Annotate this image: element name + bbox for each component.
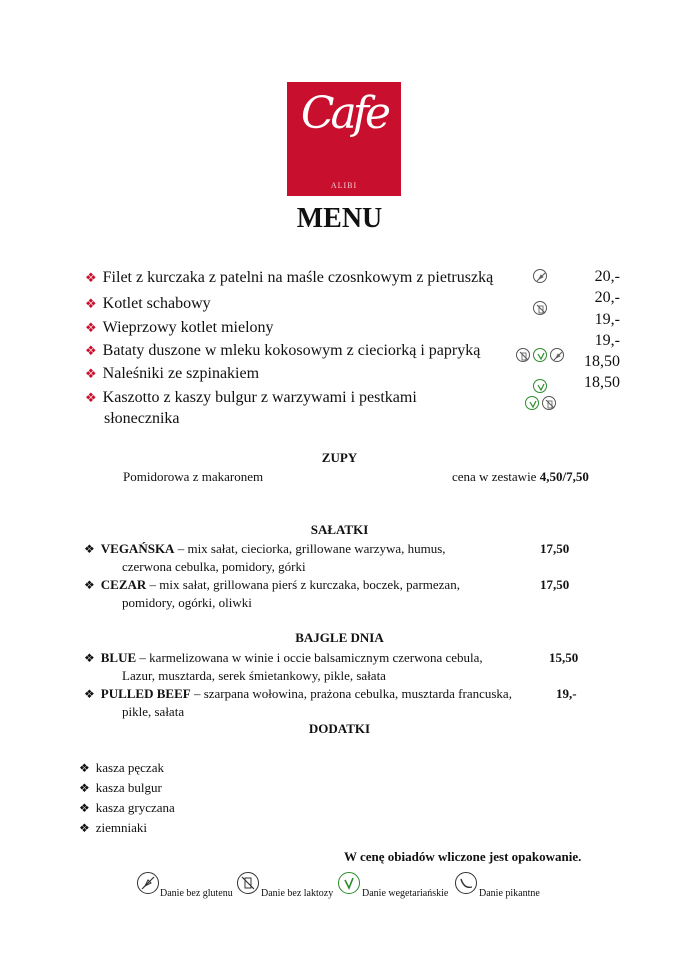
main-item-label-cont: słonecznika — [104, 410, 180, 427]
price: 20,- — [594, 268, 620, 285]
diamond-bullet-icon: ❖ — [85, 296, 97, 311]
section-heading-bagels: BAJGLE DNIA — [295, 630, 384, 645]
salad-item: ❖ CEZAR – mix sałat, grillowana pierś z kurczaka, boczek, parmezan, — [84, 577, 460, 592]
bagel-price: 15,50 — [549, 650, 579, 665]
logo-sub: ALIBI — [330, 181, 358, 190]
bagel-item: ❖ PULLED BEEF – szarpana wołowina, prażona cebulka, musztarda francuska, — [84, 686, 512, 701]
section-heading-extras: DODATKI — [308, 721, 371, 736]
main-item-label: Wieprzowy kotlet mielony — [102, 319, 274, 336]
packaging-note: W cenę obiadów wliczone jest opakowanie. — [344, 849, 582, 864]
section-heading-soups: ZUPY — [321, 450, 358, 465]
extra-item: ❖ kasza bulgur — [79, 780, 162, 795]
bagel-price: 19,- — [556, 686, 577, 701]
diamond-bullet-icon: ❖ — [84, 542, 95, 556]
extra-item: ❖ kasza pęczak — [79, 760, 164, 775]
soup-item: Pomidorowa z makaronem — [123, 469, 264, 484]
gluten-free-icon — [533, 269, 547, 283]
gluten-free-icon — [137, 872, 159, 894]
lactose-free-icon — [237, 872, 259, 894]
main-item — [85, 364, 259, 384]
legend-label: Danie pikantne — [479, 888, 540, 899]
bagel-desc: Lazur, musztarda, serek śmietankowy, pikle, sałata — [122, 668, 386, 683]
lactose-free-icon — [533, 301, 547, 315]
price: 18,50 — [584, 353, 620, 370]
main-item-label: Bataty duszone w mleku kokosowym z cieciorką i papryką — [102, 342, 481, 359]
price: 18,50 — [584, 374, 620, 391]
diamond-bullet-icon: ❖ — [79, 781, 90, 795]
diamond-bullet-icon: ❖ — [84, 687, 95, 701]
lactose-free-icon — [542, 396, 556, 410]
salad-desc: pomidory, ogórki, oliwki — [122, 595, 252, 610]
diamond-bullet-icon: ❖ — [84, 651, 95, 665]
salad-price: 17,50 — [540, 577, 570, 592]
main-item-label: Filet z kurczaka z patelni na maśle czosnkowym z pietruszką — [102, 269, 494, 286]
diamond-bullet-icon: ❖ — [85, 320, 97, 335]
vegetarian-icon — [338, 872, 360, 894]
diamond-bullet-icon: ❖ — [85, 270, 97, 285]
diamond-bullet-icon: ❖ — [79, 821, 90, 835]
diamond-bullet-icon: ❖ — [85, 343, 97, 358]
bagel-desc: pikle, sałata — [122, 704, 185, 719]
extra-item: ❖ ziemniaki — [79, 820, 148, 835]
price: 20,- — [594, 289, 620, 306]
bagel-item: ❖ BLUE – karmelizowana w winie i occie balsamicznym czerwona cebula, — [84, 650, 483, 665]
diamond-bullet-icon: ❖ — [79, 761, 90, 775]
main-item — [85, 388, 417, 408]
salad-price: 17,50 — [540, 541, 570, 556]
main-item — [85, 268, 493, 288]
legend-label: Danie bez laktozy — [261, 888, 334, 899]
price: 19,- — [594, 332, 620, 349]
spicy-icon — [455, 872, 477, 894]
diamond-bullet-icon: ❖ — [85, 390, 97, 405]
price: 19,- — [594, 311, 620, 328]
menu-title: MENU — [296, 203, 383, 234]
vegetarian-icon — [525, 396, 539, 410]
main-item-label: Kotlet schabowy — [102, 295, 211, 312]
soup-price: cena w zestawie 4,50/7,50 — [452, 469, 589, 484]
main-item-label: Kaszotto z kaszy bulgur z warzywami i pestkami — [102, 389, 417, 406]
diamond-bullet-icon: ❖ — [84, 578, 95, 592]
legend-label: Danie bez glutenu — [160, 888, 233, 899]
section-heading-salads: SAŁATKI — [310, 522, 369, 537]
diamond-bullet-icon: ❖ — [79, 801, 90, 815]
main-item — [85, 294, 211, 314]
main-item-label: Naleśniki ze szpinakiem — [102, 365, 260, 382]
logo-script: Cafe — [300, 88, 388, 139]
salad-desc: czerwona cebulka, pomidory, górki — [122, 559, 306, 574]
main-item — [85, 341, 480, 361]
diamond-bullet-icon: ❖ — [85, 366, 97, 381]
extra-item: ❖ kasza gryczana — [79, 800, 175, 815]
cafe-alibi-logo — [287, 82, 401, 196]
legend-label: Danie wegetariańskie — [362, 888, 449, 899]
main-item — [85, 318, 274, 338]
lactose-free-icon — [516, 348, 530, 362]
vegetarian-icon — [533, 348, 547, 362]
vegetarian-icon — [533, 379, 547, 393]
salad-item: ❖ VEGAŃSKA – mix sałat, cieciorka, grillowane warzywa, humus, — [84, 541, 446, 556]
